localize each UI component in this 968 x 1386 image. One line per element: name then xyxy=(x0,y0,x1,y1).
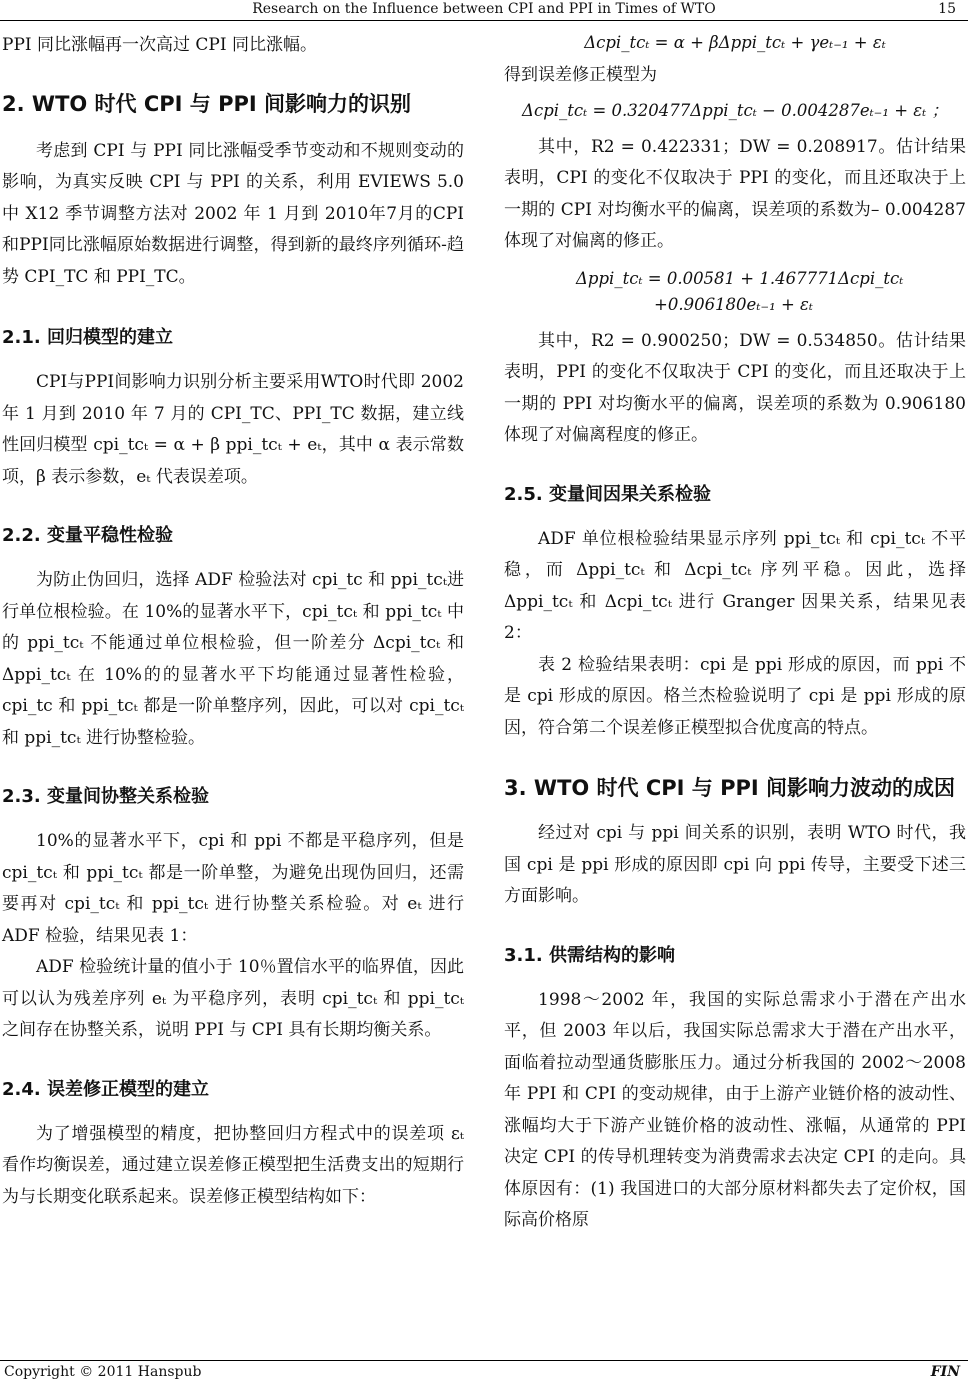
paragraph: 10%的显著水平下，cpi 和 ppi 不都是平稳序列，但是 cpi_tcₜ 和 ppi_tcₜ 都是一阶单整，为避免出现伪回归，还需要再对 cpi_tcₜ 和 ppi_tcₜ 进行协整关系检验。对 eₜ 进行 ADF 检验，结果见表 1： xyxy=(2,831,464,946)
paragraph: CPI与PPI间影响力识别分析主要采用WTO时代即 2002 年 1 月到 2010 年 7 月的 CPI_TC、PPI_TC 数据，建立线性回归模型 cpi_tcₜ = α + β ppi_tcₜ + eₜ，其中 α 表示常数项，β 表示参数，eₜ 代表误差项。 xyxy=(2,372,464,487)
subsection-heading: 2.3. 变量间协整关系检验 xyxy=(2,786,209,807)
paragraph: 为了增强模型的精度，把协整回归方程式中的误差项 εₜ 看作均衡误差，通过建立误差修正模型把生活费支出的短期行为与长期变化联系起来。误差修正模型结构如下： xyxy=(2,1123,464,1207)
paragraph: 1998～2002 年，我国的实际总需求小于潜在产出水平，但 2003 年以后，我国实际总需求大于潜在产出水平，面临着拉动型通货膨胀压力。通过分析我国的 2002～2008 年 PPI 和 CPI 的变动规律，由于上游产业链价格的波动性、涨幅均大于下游产业链价格的波动性、涨幅，从通常的 PPI 决定 CPI 的传导机理转变为消费需求去决定 CPI 的走向。具体原因有：(1) 我国进口的大部分原材料都失去了定价权，国际高价格原 xyxy=(504,989,966,1230)
paragraph: 其中，R2 = 0.422331；DW = 0.208917。估计结果表明，CPI 的变化不仅取决于 PPI 的变化，而且还取决于上一期的 CPI 对均衡水平的偏离，误差项的系数为– 0.004287 体现了对偏离的修正。 xyxy=(504,136,966,251)
subsection-heading: 3.1. 供需结构的影响 xyxy=(504,944,675,966)
paragraph: 其中，R2 = 0.900250；DW = 0.534850。估计结果表明，PPI 的变化不仅取决于 CPI 的变化，而且还取决于上一期的 PPI 对均衡水平的偏离，误差项的系数为 0.906180 体现了对偏离程度的修正。 xyxy=(504,330,966,445)
equation: Δcpi_tcₜ = α + βΔppi_tcₜ + γeₜ₋₁ + εₜ xyxy=(584,33,886,52)
section-heading: 3. WTO 时代 CPI 与 PPI 间影响力波动的成因 xyxy=(504,776,956,800)
copyright-notice: Copyright © 2011 Hanspub xyxy=(4,1364,202,1380)
paragraph: 表 2 检验结果表明：cpi 是 ppi 形成的原因，而 ppi 不是 cpi 形成的原因。格兰杰检验说明了 cpi 是 ppi 形成的原因，符合第二个误差修正模型拟合优度高的特点。 xyxy=(504,654,966,738)
section-heading: 2. WTO 时代 CPI 与 PPI 间影响力的识别 xyxy=(2,91,412,116)
paragraph: 得到误差修正模型为 xyxy=(504,65,657,85)
journal-abbreviation: FIN xyxy=(930,1364,960,1380)
equation: Δcpi_tcₜ = 0.320477Δppi_tcₜ − 0.004287eₜ₋₁ + εₜ ； xyxy=(522,100,948,120)
paragraph: PPI 同比涨幅再一次高过 CPI 同比涨幅。 xyxy=(2,35,317,55)
left-column xyxy=(2,30,464,1213)
equation: +0.906180eₜ₋₁ + εₜ xyxy=(654,294,813,314)
paragraph: ADF 单位根检验结果显示序列 ppi_tcₜ 和 cpi_tcₜ 不平稳，而 Δppi_tcₜ 和 Δcpi_tcₜ 序列平稳。因此，选择 Δppi_tcₜ 和 Δcpi_tcₜ 进行 Granger 因果关系，结果见表 2： xyxy=(504,528,966,643)
subsection-heading: 2.1. 回归模型的建立 xyxy=(2,327,173,348)
subsection-heading: 2.5. 变量间因果关系检验 xyxy=(504,483,711,505)
subsection-heading: 2.2. 变量平稳性检验 xyxy=(2,525,173,546)
running-header xyxy=(0,0,968,22)
paragraph: 考虑到 CPI 与 PPI 同比涨幅受季节变动和不规则变动的影响，为真实反映 CPI 与 PPI 的关系，利用 EVIEWS 5.0 中 X12 季节调整方法对 2002 年 1 月到 2010年7月的CPI和PPI同比涨幅原始数据进行调整，得到新的最终序列循环-趋势 CPI_TC 和 PPI_TC。 xyxy=(2,140,464,287)
header-rule xyxy=(0,20,968,21)
footer-rule xyxy=(0,1360,968,1361)
paragraph: ADF 检验统计量的值小于 10％置信水平的临界值，因此可以认为残差序列 eₜ 为平稳序列，表明 cpi_tcₜ 和 ppi_tcₜ 之间存在协整关系，说明 PPI 与 CPI 具有长期均衡关系。 xyxy=(2,957,464,1040)
right-column xyxy=(504,30,966,1237)
paragraph: 为防止伪回归，选择 ADF 检验法对 cpi_tc 和 ppi_tcₜ进行单位根检验。在 10%的显著水平下，cpi_tcₜ 和 ppi_tcₜ 中的 ppi_tcₜ 不能通过单位根检验，但一阶差分 Δcpi_tcₜ 和 Δppi_tcₜ 在 10%的的显著水平下均能通过显著性检验，cpi_tc 和 ppi_tcₜ 都是一阶单整序列，因此，可以对 cpi_tcₜ 和 ppi_tcₜ 进行协整检验。 xyxy=(2,570,464,748)
subsection-heading: 2.4. 误差修正模型的建立 xyxy=(2,1078,209,1100)
equation: Δppi_tcₜ = 0.00581 + 1.467771Δcpi_tcₜ xyxy=(576,268,904,288)
page-number: 15 xyxy=(938,1,956,17)
running-title: Research on the Influence between CPI and PPI in Times of WTO xyxy=(252,1,716,17)
paragraph: 经过对 cpi 与 ppi 间关系的识别，表明 WTO 时代，我国 cpi 是 ppi 形成的原因即 cpi 向 ppi 传导，主要受下述三方面影响。 xyxy=(504,823,966,906)
